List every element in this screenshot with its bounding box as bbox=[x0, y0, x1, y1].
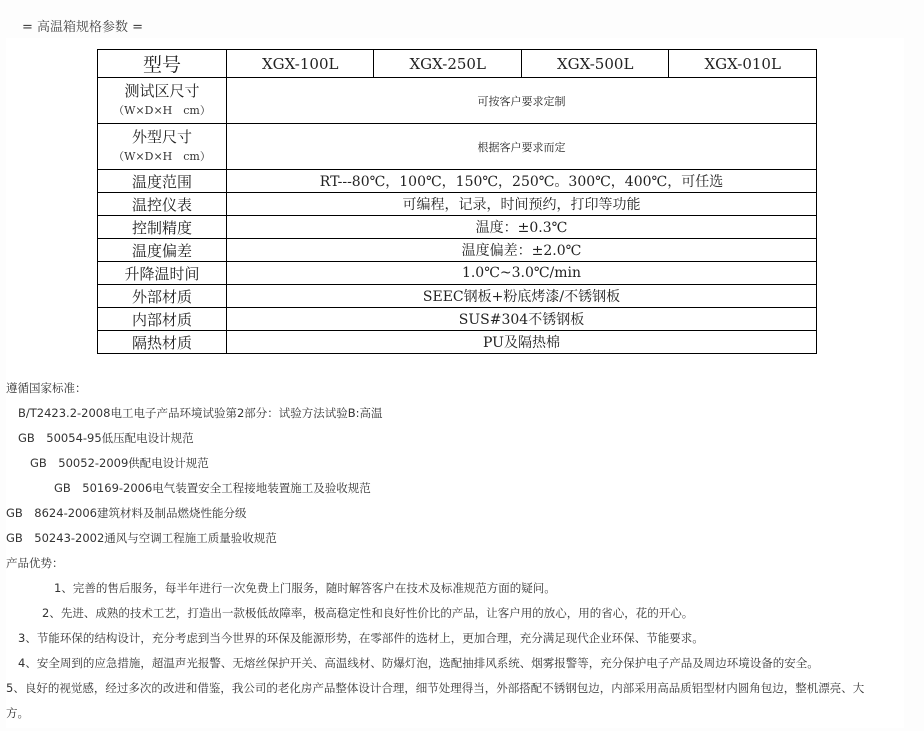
advantage-item: 1、完善的售后服务，每半年进行一次免费上门服务，随时解答客户在技术及标准规范方面的疑问。 bbox=[54, 581, 556, 595]
advantage-item: 2、先进、成熟的技术工艺，打造出一款极低故障率，极高稳定性和良好性价比的产品，让客户用的放心，用的省心，花的开心。 bbox=[42, 606, 694, 620]
content-panel bbox=[6, 38, 904, 728]
standard-item: GB 50169-2006电气装置安全工程接地装置施工及验收规范 bbox=[54, 481, 371, 495]
standard-item: GB 50054-95低压配电设计规范 bbox=[18, 431, 194, 445]
standard-item: GB 50243-2002通风与空调工程施工质量验收规范 bbox=[6, 531, 277, 545]
row-value: 根据客户要求而定 bbox=[227, 124, 817, 170]
advantage-item: 方。 bbox=[6, 706, 29, 720]
model-label: 型号 bbox=[98, 50, 227, 78]
advantage-item: 5、良好的视觉感，经过多次的改进和借鉴，我公司的老化房产品整体设计合理，细节处理得当，外部搭配不锈钢包边，内部采用高品质铝型材内圆角包边，整机漂亮、大 bbox=[6, 681, 865, 695]
table-row bbox=[98, 308, 817, 331]
table-row bbox=[98, 331, 817, 354]
row-value: 温度：±0.3℃ bbox=[227, 216, 817, 239]
table-row bbox=[98, 170, 817, 193]
spec-table bbox=[97, 49, 817, 354]
advantage-item: 4、安全周到的应急措施，超温声光报警、无熔丝保护开关、高温线材、防爆灯泡，选配抽排风系统、烟雾报警等，充分保护电子产品及周边环境设备的安全。 bbox=[18, 656, 819, 670]
model-row bbox=[98, 50, 817, 78]
table-row bbox=[98, 78, 817, 124]
table-row bbox=[98, 193, 817, 216]
table-row bbox=[98, 239, 817, 262]
standard-item: GB 8624-2006建筑材料及制品燃烧性能分级 bbox=[6, 506, 247, 520]
standard-item: B/T2423.2-2008电工电子产品环境试验第2部分：试验方法试验B:高温 bbox=[18, 406, 383, 420]
advantage-item: 3、节能环保的结构设计，充分考虑到当今世界的环保及能源形势，在零部件的选材上，更加合理，充分满足现代企业环保、节能要求。 bbox=[18, 631, 704, 645]
row-label: 外部材质 bbox=[98, 285, 227, 308]
row-label: 温度范围 bbox=[98, 170, 227, 193]
row-label-sub: （W×D×H cm） bbox=[113, 103, 211, 117]
row-value: 可编程，记录，时间预约，打印等功能 bbox=[227, 193, 817, 216]
standard-item: GB 50052-2009供配电设计规范 bbox=[30, 456, 209, 470]
row-label-main: 外型尺寸 bbox=[131, 127, 192, 146]
model-cell: XGX-250L bbox=[374, 50, 521, 78]
table-row bbox=[98, 216, 817, 239]
row-label-sub: （W×D×H cm） bbox=[113, 149, 211, 163]
section-title: = 高温箱规格参数 = bbox=[22, 20, 144, 35]
row-label: 升降温时间 bbox=[98, 262, 227, 285]
row-label: 温度偏差 bbox=[98, 239, 227, 262]
row-label: 温控仪表 bbox=[98, 193, 227, 216]
row-value: 1.0℃~3.0℃/min bbox=[227, 262, 817, 285]
row-value: SUS#304不锈钢板 bbox=[227, 308, 817, 331]
row-label-main: 测试区尺寸 bbox=[124, 81, 200, 100]
row-label bbox=[98, 124, 227, 170]
table-row bbox=[98, 124, 817, 170]
model-cell: XGX-100L bbox=[227, 50, 374, 78]
standards-heading: 遵循国家标准： bbox=[6, 381, 87, 395]
model-cell: XGX-010L bbox=[669, 50, 817, 78]
row-label: 内部材质 bbox=[98, 308, 227, 331]
advantages-heading: 产品优势： bbox=[6, 556, 64, 570]
row-label: 隔热材质 bbox=[98, 331, 227, 354]
row-value: 可按客户要求定制 bbox=[227, 78, 817, 124]
row-value: RT---80℃，100℃，150℃，250℃。300℃，400℃，可任选 bbox=[227, 170, 817, 193]
row-value: SEEC钢板+粉底烤漆/不锈钢板 bbox=[227, 285, 817, 308]
row-value: PU及隔热棉 bbox=[227, 331, 817, 354]
row-label: 控制精度 bbox=[98, 216, 227, 239]
row-label bbox=[98, 78, 227, 124]
table-row bbox=[98, 262, 817, 285]
row-value: 温度偏差：±2.0℃ bbox=[227, 239, 817, 262]
table-row bbox=[98, 285, 817, 308]
model-cell: XGX-500L bbox=[521, 50, 668, 78]
